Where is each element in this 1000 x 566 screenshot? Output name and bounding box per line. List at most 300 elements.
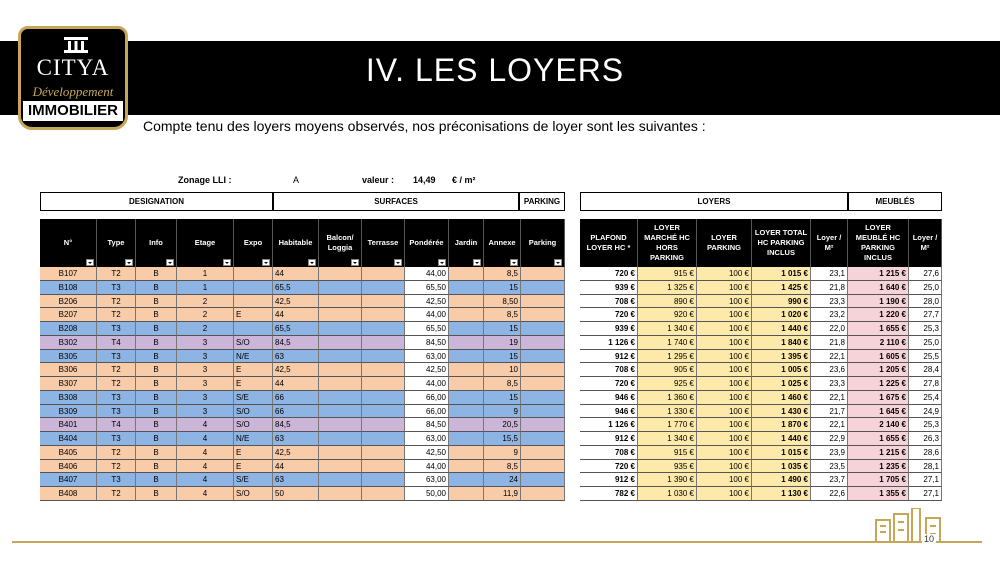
cell-annex: 8,5 — [484, 377, 521, 391]
cell-annex: 20,5 — [484, 418, 521, 432]
column-header-weighted[interactable]: Pondérée — [405, 219, 449, 267]
cell-ceiling: 946 € — [580, 405, 638, 419]
cell-info: B — [136, 432, 177, 446]
cell-market-rent: 935 € — [638, 460, 697, 474]
cell-info: B — [136, 446, 177, 460]
cell-expo: E — [234, 460, 273, 474]
dropdown-icon[interactable] — [125, 259, 133, 266]
cell-parking-rent: 100 € — [697, 322, 752, 336]
cell-market-rent: 1 390 € — [638, 473, 697, 487]
page-number: 10 — [924, 534, 935, 544]
dropdown-icon[interactable] — [473, 259, 481, 266]
cell-unit: B406 — [40, 460, 97, 474]
group-parking: PARKING — [519, 192, 565, 211]
dropdown-icon[interactable] — [262, 259, 270, 266]
cell-terrace — [362, 336, 405, 350]
group-surfaces: SURFACES — [273, 192, 519, 211]
cell-type: T2 — [97, 446, 136, 460]
valeur-unit: € / m² — [452, 175, 476, 185]
cell-habitable: 44 — [273, 267, 319, 281]
cell-rent-per-m2: 22,1 — [811, 350, 848, 364]
cell-parking-rent: 100 € — [697, 432, 752, 446]
cell-garden — [449, 418, 484, 432]
cell-furnished-per-m2: 25,4 — [909, 391, 942, 405]
cell-ceiling: 720 € — [580, 460, 638, 474]
cell-type: T2 — [97, 377, 136, 391]
cell-balcony — [319, 308, 362, 322]
cell-total-rent: 1 430 € — [752, 405, 811, 419]
cell-info: B — [136, 377, 177, 391]
cell-parking — [521, 322, 565, 336]
dropdown-icon[interactable] — [438, 259, 446, 266]
cell-info: B — [136, 460, 177, 474]
cell-expo: E — [234, 377, 273, 391]
cell-annex: 19 — [484, 336, 521, 350]
cell-info: B — [136, 350, 177, 364]
cell-expo — [234, 295, 273, 309]
cell-balcony — [319, 446, 362, 460]
cell-parking — [521, 377, 565, 391]
cell-habitable: 66 — [273, 391, 319, 405]
cell-parking — [521, 363, 565, 377]
cell-info: B — [136, 281, 177, 295]
cell-furnished-rent: 1 645 € — [848, 405, 909, 419]
cell-habitable: 84,5 — [273, 418, 319, 432]
cell-habitable: 42,5 — [273, 363, 319, 377]
cell-terrace — [362, 267, 405, 281]
cell-habitable: 84,5 — [273, 336, 319, 350]
cell-garden — [449, 473, 484, 487]
cell-furnished-per-m2: 28,4 — [909, 363, 942, 377]
cell-rent-per-m2: 23,2 — [811, 308, 848, 322]
dropdown-icon[interactable] — [351, 259, 359, 266]
cell-expo: N/E — [234, 432, 273, 446]
cell-garden — [449, 391, 484, 405]
cell-type: T3 — [97, 391, 136, 405]
cell-market-rent: 920 € — [638, 308, 697, 322]
cell-balcony — [319, 377, 362, 391]
cell-furnished-per-m2: 25,3 — [909, 418, 942, 432]
cell-market-rent: 1 295 € — [638, 350, 697, 364]
cell-furnished-per-m2: 28,6 — [909, 446, 942, 460]
dropdown-icon[interactable] — [308, 259, 316, 266]
cell-garden — [449, 377, 484, 391]
cell-parking-rent: 100 € — [697, 363, 752, 377]
cell-furnished-rent: 1 220 € — [848, 308, 909, 322]
cell-terrace — [362, 377, 405, 391]
cell-furnished-per-m2: 25,0 — [909, 336, 942, 350]
cell-ceiling: 1 126 € — [580, 418, 638, 432]
zonage-value: A — [293, 175, 300, 185]
cell-habitable: 44 — [273, 460, 319, 474]
dropdown-icon[interactable] — [394, 259, 402, 266]
cell-annex: 8,5 — [484, 460, 521, 474]
cell-weighted: 84,50 — [405, 418, 449, 432]
cell-type: T3 — [97, 322, 136, 336]
cell-garden — [449, 432, 484, 446]
cell-floor: 4 — [177, 446, 234, 460]
cell-parking — [521, 446, 565, 460]
cell-total-rent: 1 130 € — [752, 487, 811, 501]
cell-weighted: 44,00 — [405, 377, 449, 391]
cell-parking-rent: 100 € — [697, 487, 752, 501]
cell-furnished-rent: 1 675 € — [848, 391, 909, 405]
cell-parking-rent: 100 € — [697, 281, 752, 295]
cell-parking — [521, 295, 565, 309]
column-header-ceiling: PLAFOND LOYER HC * — [580, 219, 638, 267]
column-header-info[interactable]: Info — [136, 219, 177, 267]
cell-unit: B206 — [40, 295, 97, 309]
cell-floor: 1 — [177, 267, 234, 281]
cell-garden — [449, 350, 484, 364]
cell-weighted: 66,00 — [405, 391, 449, 405]
cell-parking-rent: 100 € — [697, 460, 752, 474]
cell-type: T3 — [97, 350, 136, 364]
cell-expo — [234, 281, 273, 295]
cell-garden — [449, 322, 484, 336]
cell-total-rent: 1 440 € — [752, 322, 811, 336]
cell-weighted: 66,00 — [405, 405, 449, 419]
cell-parking-rent: 100 € — [697, 473, 752, 487]
cell-unit: B408 — [40, 487, 97, 501]
cell-parking — [521, 267, 565, 281]
cell-floor: 1 — [177, 281, 234, 295]
cell-parking — [521, 405, 565, 419]
cell-habitable: 66 — [273, 405, 319, 419]
logo-brand: CITYA — [36, 55, 110, 80]
cell-rent-per-m2: 22,1 — [811, 418, 848, 432]
column-header-type[interactable]: Type — [97, 219, 136, 267]
cell-annex: 8,5 — [484, 267, 521, 281]
cell-rent-per-m2: 23,3 — [811, 295, 848, 309]
column-header-parking[interactable]: Parking — [521, 219, 565, 267]
cell-market-rent: 1 360 € — [638, 391, 697, 405]
cell-info: B — [136, 295, 177, 309]
cell-habitable: 63 — [273, 350, 319, 364]
page-title: IV. LES LOYERS — [365, 52, 625, 88]
cell-furnished-rent: 1 605 € — [848, 350, 909, 364]
cell-habitable: 50 — [273, 487, 319, 501]
cell-terrace — [362, 473, 405, 487]
cell-floor: 3 — [177, 350, 234, 364]
dropdown-icon[interactable] — [223, 259, 231, 266]
cell-expo — [234, 322, 273, 336]
cell-furnished-per-m2: 26,3 — [909, 432, 942, 446]
cell-total-rent: 1 870 € — [752, 418, 811, 432]
cell-type: T2 — [97, 295, 136, 309]
cell-parking — [521, 418, 565, 432]
cell-balcony — [319, 473, 362, 487]
cell-floor: 4 — [177, 460, 234, 474]
cell-annex: 15 — [484, 281, 521, 295]
group-meubles: MEUBLÉS — [848, 192, 942, 211]
cell-type: T2 — [97, 267, 136, 281]
cell-furnished-rent: 1 190 € — [848, 295, 909, 309]
logo-sub: Développement — [32, 84, 114, 99]
cell-balcony — [319, 391, 362, 405]
cell-ceiling: 946 € — [580, 391, 638, 405]
cell-terrace — [362, 350, 405, 364]
cell-expo: E — [234, 308, 273, 322]
cell-ceiling: 720 € — [580, 308, 638, 322]
cell-market-rent: 1 030 € — [638, 487, 697, 501]
cell-garden — [449, 363, 484, 377]
column-header-expo[interactable]: Expo — [234, 219, 273, 267]
cell-rent-per-m2: 21,8 — [811, 281, 848, 295]
cell-balcony — [319, 418, 362, 432]
cell-furnished-per-m2: 28,0 — [909, 295, 942, 309]
cell-type: T4 — [97, 336, 136, 350]
cell-ceiling: 708 € — [580, 446, 638, 460]
cell-terrace — [362, 405, 405, 419]
cell-balcony — [319, 432, 362, 446]
cell-balcony — [319, 295, 362, 309]
cell-terrace — [362, 281, 405, 295]
cell-annex: 8,5 — [484, 308, 521, 322]
column-header-furnished-per-m2: Loyer / M² — [909, 219, 942, 267]
cell-weighted: 50,00 — [405, 487, 449, 501]
cell-unit: B108 — [40, 281, 97, 295]
cell-garden — [449, 267, 484, 281]
cell-expo: E — [234, 446, 273, 460]
cell-parking-rent: 100 € — [697, 267, 752, 281]
cell-floor: 3 — [177, 377, 234, 391]
cell-annex: 10 — [484, 363, 521, 377]
cell-unit: B407 — [40, 473, 97, 487]
cell-furnished-per-m2: 27,1 — [909, 487, 942, 501]
cell-furnished-per-m2: 28,1 — [909, 460, 942, 474]
cell-furnished-per-m2: 27,8 — [909, 377, 942, 391]
cell-weighted: 65,50 — [405, 322, 449, 336]
cell-balcony — [319, 460, 362, 474]
cell-furnished-rent: 1 235 € — [848, 460, 909, 474]
column-header-balcony[interactable]: Balcon/ Loggia — [319, 219, 362, 267]
cell-balcony — [319, 350, 362, 364]
cell-expo: S/O — [234, 418, 273, 432]
cell-annex: 11,9 — [484, 487, 521, 501]
cell-furnished-rent: 1 215 € — [848, 446, 909, 460]
column-icon — [62, 37, 90, 53]
cell-parking-rent: 100 € — [697, 405, 752, 419]
cell-type: T3 — [97, 281, 136, 295]
cell-type: T2 — [97, 363, 136, 377]
cell-rent-per-m2: 22,0 — [811, 322, 848, 336]
group-loyers: LOYERS — [580, 192, 848, 211]
cell-expo: E — [234, 363, 273, 377]
cell-total-rent: 990 € — [752, 295, 811, 309]
cell-unit: B308 — [40, 391, 97, 405]
cell-parking — [521, 432, 565, 446]
cell-total-rent: 1 490 € — [752, 473, 811, 487]
cell-total-rent: 1 035 € — [752, 460, 811, 474]
subtitle: Compte tenu des loyers moyens observés, nos préconisations de loyer sont les suivantes : — [143, 118, 706, 134]
dropdown-icon[interactable] — [86, 259, 94, 266]
cell-info: B — [136, 391, 177, 405]
cell-rent-per-m2: 23,3 — [811, 377, 848, 391]
cell-info: B — [136, 363, 177, 377]
cell-parking-rent: 100 € — [697, 308, 752, 322]
cell-weighted: 63,00 — [405, 350, 449, 364]
cell-weighted: 63,00 — [405, 432, 449, 446]
cell-weighted: 65,50 — [405, 281, 449, 295]
cell-unit: B305 — [40, 350, 97, 364]
cell-market-rent: 1 740 € — [638, 336, 697, 350]
cell-type: T4 — [97, 418, 136, 432]
cell-type: T2 — [97, 308, 136, 322]
cell-garden — [449, 460, 484, 474]
cell-floor: 3 — [177, 363, 234, 377]
cell-weighted: 84,50 — [405, 336, 449, 350]
cell-furnished-rent: 1 215 € — [848, 267, 909, 281]
cell-expo: N/E — [234, 350, 273, 364]
cell-weighted: 44,00 — [405, 460, 449, 474]
cell-unit: B207 — [40, 308, 97, 322]
cell-annex: 15 — [484, 322, 521, 336]
cell-market-rent: 1 325 € — [638, 281, 697, 295]
cell-parking-rent: 100 € — [697, 377, 752, 391]
cell-market-rent: 1 330 € — [638, 405, 697, 419]
cell-garden — [449, 487, 484, 501]
citya-logo — [18, 26, 128, 130]
cell-balcony — [319, 405, 362, 419]
cell-habitable: 42,5 — [273, 446, 319, 460]
cell-parking — [521, 281, 565, 295]
column-header-annex[interactable]: Annexe — [484, 219, 521, 267]
cell-market-rent: 925 € — [638, 377, 697, 391]
cell-floor: 4 — [177, 487, 234, 501]
cell-market-rent: 1 340 € — [638, 322, 697, 336]
cell-total-rent: 1 005 € — [752, 363, 811, 377]
cell-rent-per-m2: 23,5 — [811, 460, 848, 474]
dropdown-icon[interactable] — [554, 259, 562, 266]
cell-rent-per-m2: 23,1 — [811, 267, 848, 281]
cell-ceiling: 912 € — [580, 432, 638, 446]
column-header-habitable[interactable]: Habitable — [273, 219, 319, 267]
cell-terrace — [362, 391, 405, 405]
cell-type: T3 — [97, 473, 136, 487]
cell-type: T2 — [97, 487, 136, 501]
cell-rent-per-m2: 23,9 — [811, 446, 848, 460]
cell-market-rent: 905 € — [638, 363, 697, 377]
cell-parking-rent: 100 € — [697, 295, 752, 309]
cell-unit: B405 — [40, 446, 97, 460]
cell-unit: B306 — [40, 363, 97, 377]
cell-balcony — [319, 267, 362, 281]
cell-unit: B107 — [40, 267, 97, 281]
cell-balcony — [319, 487, 362, 501]
cell-ceiling: 939 € — [580, 281, 638, 295]
cell-ceiling: 912 € — [580, 473, 638, 487]
cell-habitable: 63 — [273, 432, 319, 446]
cell-furnished-rent: 1 640 € — [848, 281, 909, 295]
cell-annex: 24 — [484, 473, 521, 487]
column-header-furnished-rent: LOYER MEUBLÉ HC PARKING INCLUS — [848, 219, 909, 267]
cell-furnished-rent: 2 110 € — [848, 336, 909, 350]
cell-furnished-rent: 1 655 € — [848, 432, 909, 446]
cell-info: B — [136, 267, 177, 281]
cell-total-rent: 1 840 € — [752, 336, 811, 350]
cell-garden — [449, 336, 484, 350]
column-header-unit[interactable]: N° — [40, 219, 97, 267]
cell-terrace — [362, 418, 405, 432]
cell-weighted: 44,00 — [405, 267, 449, 281]
cell-floor: 3 — [177, 405, 234, 419]
cell-total-rent: 1 015 € — [752, 267, 811, 281]
column-header-rent-per-m2: Loyer / M² — [811, 219, 848, 267]
cell-balcony — [319, 363, 362, 377]
cell-parking — [521, 473, 565, 487]
cell-terrace — [362, 322, 405, 336]
cell-market-rent: 915 € — [638, 446, 697, 460]
cell-ceiling: 708 € — [580, 295, 638, 309]
cell-market-rent: 915 € — [638, 267, 697, 281]
cell-furnished-per-m2: 25,0 — [909, 281, 942, 295]
cell-annex: 9 — [484, 446, 521, 460]
cell-floor: 2 — [177, 322, 234, 336]
cell-floor: 4 — [177, 432, 234, 446]
cell-floor: 4 — [177, 418, 234, 432]
cell-parking-rent: 100 € — [697, 391, 752, 405]
cell-total-rent: 1 025 € — [752, 377, 811, 391]
cell-market-rent: 890 € — [638, 295, 697, 309]
cell-floor: 2 — [177, 308, 234, 322]
cell-unit: B302 — [40, 336, 97, 350]
cell-garden — [449, 308, 484, 322]
column-header-terrace[interactable]: Terrasse — [362, 219, 405, 267]
cell-ceiling: 720 € — [580, 377, 638, 391]
dropdown-icon[interactable] — [166, 259, 174, 266]
dropdown-icon[interactable] — [510, 259, 518, 266]
cell-expo: S/E — [234, 473, 273, 487]
cell-terrace — [362, 432, 405, 446]
cell-furnished-per-m2: 25,3 — [909, 322, 942, 336]
cell-parking — [521, 350, 565, 364]
cell-terrace — [362, 295, 405, 309]
cell-garden — [449, 446, 484, 460]
cell-info: B — [136, 487, 177, 501]
buildings-icon — [874, 508, 954, 544]
cell-garden — [449, 295, 484, 309]
cell-parking-rent: 100 € — [697, 350, 752, 364]
cell-total-rent: 1 015 € — [752, 446, 811, 460]
footer-line — [12, 541, 982, 543]
cell-rent-per-m2: 23,7 — [811, 473, 848, 487]
cell-total-rent: 1 460 € — [752, 391, 811, 405]
column-header-parking-rent: LOYER PARKING — [697, 219, 752, 267]
cell-furnished-rent: 1 655 € — [848, 322, 909, 336]
cell-furnished-per-m2: 27,1 — [909, 473, 942, 487]
column-header-floor[interactable]: Etage — [177, 219, 234, 267]
cell-furnished-per-m2: 27,6 — [909, 267, 942, 281]
cell-info: B — [136, 322, 177, 336]
cell-ceiling: 912 € — [580, 350, 638, 364]
column-header-market-rent: LOYER MARCHÉ HC HORS PARKING — [638, 219, 697, 267]
cell-terrace — [362, 487, 405, 501]
column-header-garden[interactable]: Jardin — [449, 219, 484, 267]
cell-ceiling: 939 € — [580, 322, 638, 336]
cell-total-rent: 1 020 € — [752, 308, 811, 322]
cell-furnished-per-m2: 24,9 — [909, 405, 942, 419]
cell-floor: 4 — [177, 473, 234, 487]
cell-rent-per-m2: 21,8 — [811, 336, 848, 350]
cell-unit: B401 — [40, 418, 97, 432]
group-designation: DESIGNATION — [40, 192, 273, 211]
cell-parking-rent: 100 € — [697, 336, 752, 350]
cell-furnished-per-m2: 25,5 — [909, 350, 942, 364]
cell-weighted: 42,50 — [405, 363, 449, 377]
cell-habitable: 42,5 — [273, 295, 319, 309]
cell-ceiling: 1 126 € — [580, 336, 638, 350]
